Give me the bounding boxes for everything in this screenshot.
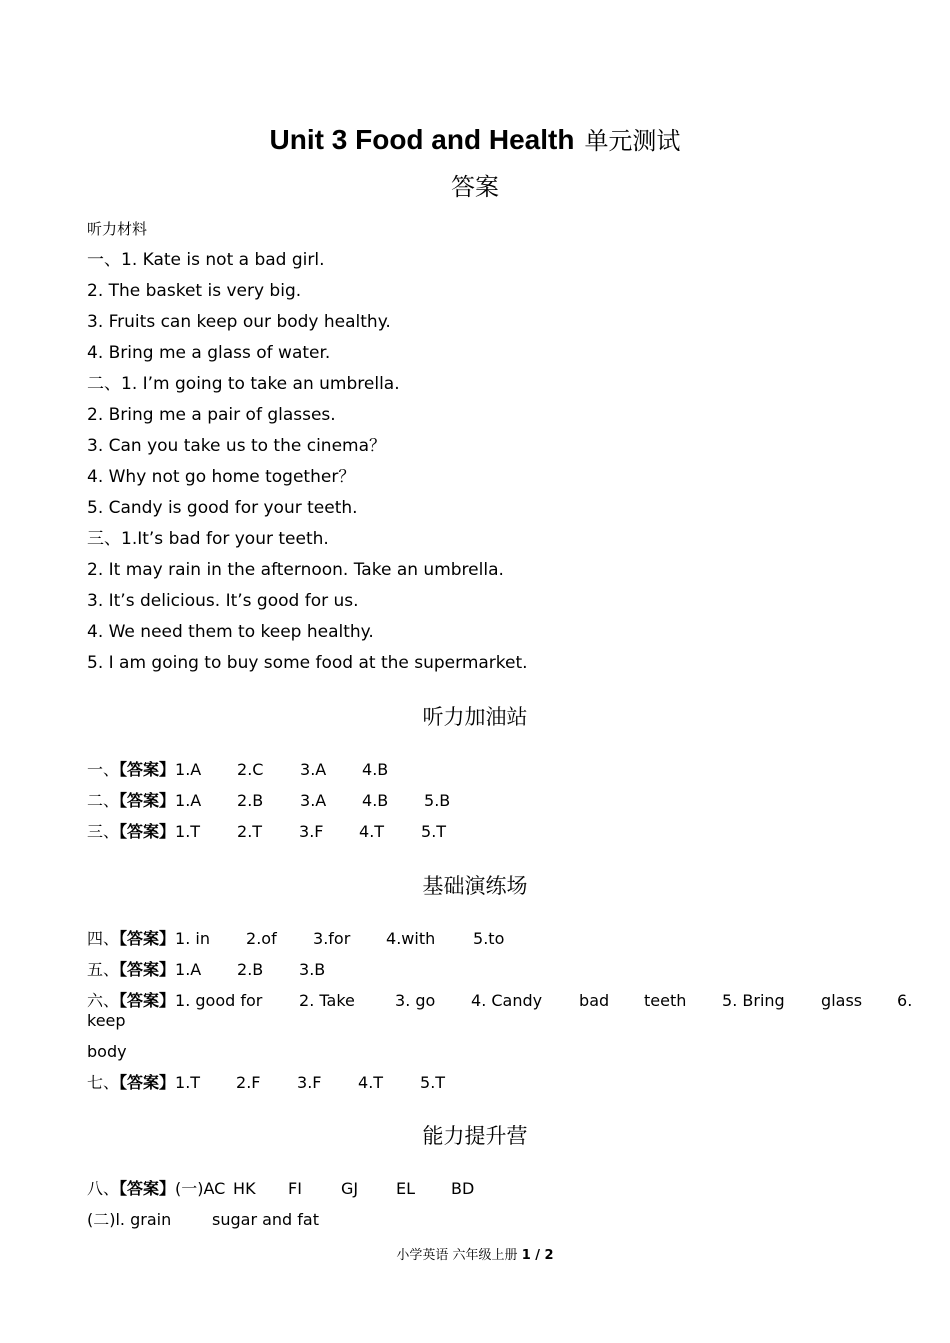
- listening-line: 3. It’s delicious. It’s good for us.: [87, 591, 359, 611]
- listening-line: 2. It may rain in the afternoon. Take an umbrella.: [87, 560, 504, 580]
- answer-row-4: [87, 928, 504, 950]
- document-subtitle: 答案: [451, 173, 499, 201]
- answer-item: 2.C: [237, 760, 264, 779]
- listening-line: 4. We need them to keep healthy.: [87, 622, 374, 642]
- answer-item: 1. in: [175, 929, 210, 948]
- answer-item: 3.B: [299, 960, 326, 979]
- answer-item: 5.T: [420, 1073, 446, 1092]
- answer-item: 3.F: [297, 1073, 322, 1092]
- answer-item: 5.B: [424, 791, 451, 810]
- answer-prefix: 七、: [87, 1073, 120, 1092]
- answer-item: GJ: [341, 1179, 359, 1198]
- answer-item: 5.T: [421, 822, 447, 841]
- listening-line: 2. Bring me a pair of glasses.: [87, 405, 336, 425]
- answer-prefix: 一、: [87, 760, 120, 779]
- answer-row-1: [87, 759, 388, 781]
- document-title: [0, 120, 950, 161]
- answer-item: 3.for: [313, 929, 351, 948]
- answer-item: 2.B: [237, 960, 264, 979]
- listening-line: 3. Can you take us to the cinema？: [87, 436, 387, 456]
- answer-item: 1.T: [175, 822, 201, 841]
- answer-row-7: [87, 1072, 445, 1094]
- answer-item: sugar and fat: [212, 1210, 319, 1229]
- answer-item: teeth: [644, 991, 687, 1010]
- answer-item: 4.B: [362, 760, 389, 779]
- answer-item: 6.: [897, 991, 913, 1010]
- answer-item: 1.A: [175, 960, 202, 979]
- answer-label: 【答案】: [119, 960, 176, 979]
- answer-prefix: 六、: [87, 991, 120, 1010]
- answer-label: 【答案】: [119, 991, 176, 1010]
- answer-item: 1.T: [175, 1073, 201, 1092]
- listening-line: 一、1. Kate is not a bad girl.: [87, 250, 325, 270]
- answer-item: bad: [579, 991, 610, 1010]
- answer-row-3: [87, 821, 446, 843]
- section-heading-advanced: 能力提升营: [422, 1124, 528, 1148]
- answer-item: 2.F: [236, 1073, 261, 1092]
- answer-item: 1. good for: [175, 991, 263, 1010]
- answer-prefix: 二、: [87, 791, 120, 810]
- answer-item: 4.with: [386, 929, 436, 948]
- answer-item: 2.T: [237, 822, 263, 841]
- answer-item: EL: [396, 1179, 416, 1198]
- answer-item: 5. Bring: [722, 991, 785, 1010]
- answer-item: HK: [233, 1179, 256, 1198]
- answer-label: 【答案】: [119, 1073, 176, 1092]
- listening-line: 4. Bring me a glass of water.: [87, 343, 331, 363]
- page-footer: [0, 1246, 950, 1266]
- answer-row-5: [87, 959, 325, 981]
- answer-row-8: [87, 1178, 474, 1200]
- answer-label: 【答案】: [119, 760, 176, 779]
- listening-line: 2. The basket is very big.: [87, 281, 302, 301]
- answer-item: 1.A: [175, 760, 202, 779]
- answer-item: 4. Candy: [471, 991, 543, 1010]
- answer-prefix: 八、: [87, 1179, 120, 1198]
- answer-item: 4.B: [362, 791, 389, 810]
- answer-row-6-wrap: body: [87, 1042, 127, 1061]
- listening-line: 4. Why not go home together？: [87, 467, 356, 487]
- listening-label: 听力材料: [87, 220, 148, 238]
- answer-label: 【答案】: [119, 929, 176, 948]
- answer-label: 【答案】: [119, 791, 176, 810]
- answer-prefix: 四、: [87, 929, 120, 948]
- listening-line: 二、1. I’m going to take an umbrella.: [87, 374, 400, 394]
- answer-item: 4.T: [359, 822, 385, 841]
- answer-item: 2. Take: [299, 991, 355, 1010]
- answer-item: 3. go: [395, 991, 436, 1010]
- page-number: 1 / 2: [521, 1248, 554, 1263]
- answer-item: 4.T: [358, 1073, 384, 1092]
- section-heading-basics: 基础演练场: [422, 874, 528, 898]
- answer-label: 【答案】: [119, 822, 176, 841]
- listening-line: 5. I am going to buy some food at the supermarket.: [87, 653, 528, 673]
- answer-item: BD: [451, 1179, 475, 1198]
- answer-item: 2.of: [246, 929, 277, 948]
- section-heading-listening: 听力加油站: [422, 705, 528, 729]
- answer-item: 2.B: [237, 791, 264, 810]
- answer-row-8b: [87, 1209, 319, 1231]
- title-english: Unit 3 Food and Health: [269, 124, 575, 155]
- answer-prefix: 三、: [87, 822, 120, 841]
- answer-item: (一)AC: [175, 1179, 226, 1198]
- answer-prefix: 五、: [87, 960, 120, 979]
- answer-row-6-wrap: keep: [87, 1011, 126, 1030]
- answer-row-2: [87, 790, 450, 812]
- answer-item: 5.to: [473, 929, 505, 948]
- answer-item: (二)l. grain: [87, 1210, 172, 1229]
- listening-line: 3. Fruits can keep our body healthy.: [87, 312, 391, 332]
- answer-label: 【答案】: [119, 1179, 176, 1198]
- answer-item: 1.A: [175, 791, 202, 810]
- answer-item: glass: [821, 991, 863, 1010]
- answer-item: 3.A: [300, 760, 327, 779]
- title-chinese: 单元测试: [584, 127, 681, 155]
- answer-item: 3.A: [300, 791, 327, 810]
- answer-item: 3.F: [299, 822, 324, 841]
- footer-text: 小学英语 六年级上册: [396, 1248, 518, 1263]
- answer-row-6: [87, 990, 912, 1012]
- listening-line: 5. Candy is good for your teeth.: [87, 498, 358, 518]
- answer-item: FI: [288, 1179, 302, 1198]
- listening-line: 三、1.It’s bad for your teeth.: [87, 529, 329, 549]
